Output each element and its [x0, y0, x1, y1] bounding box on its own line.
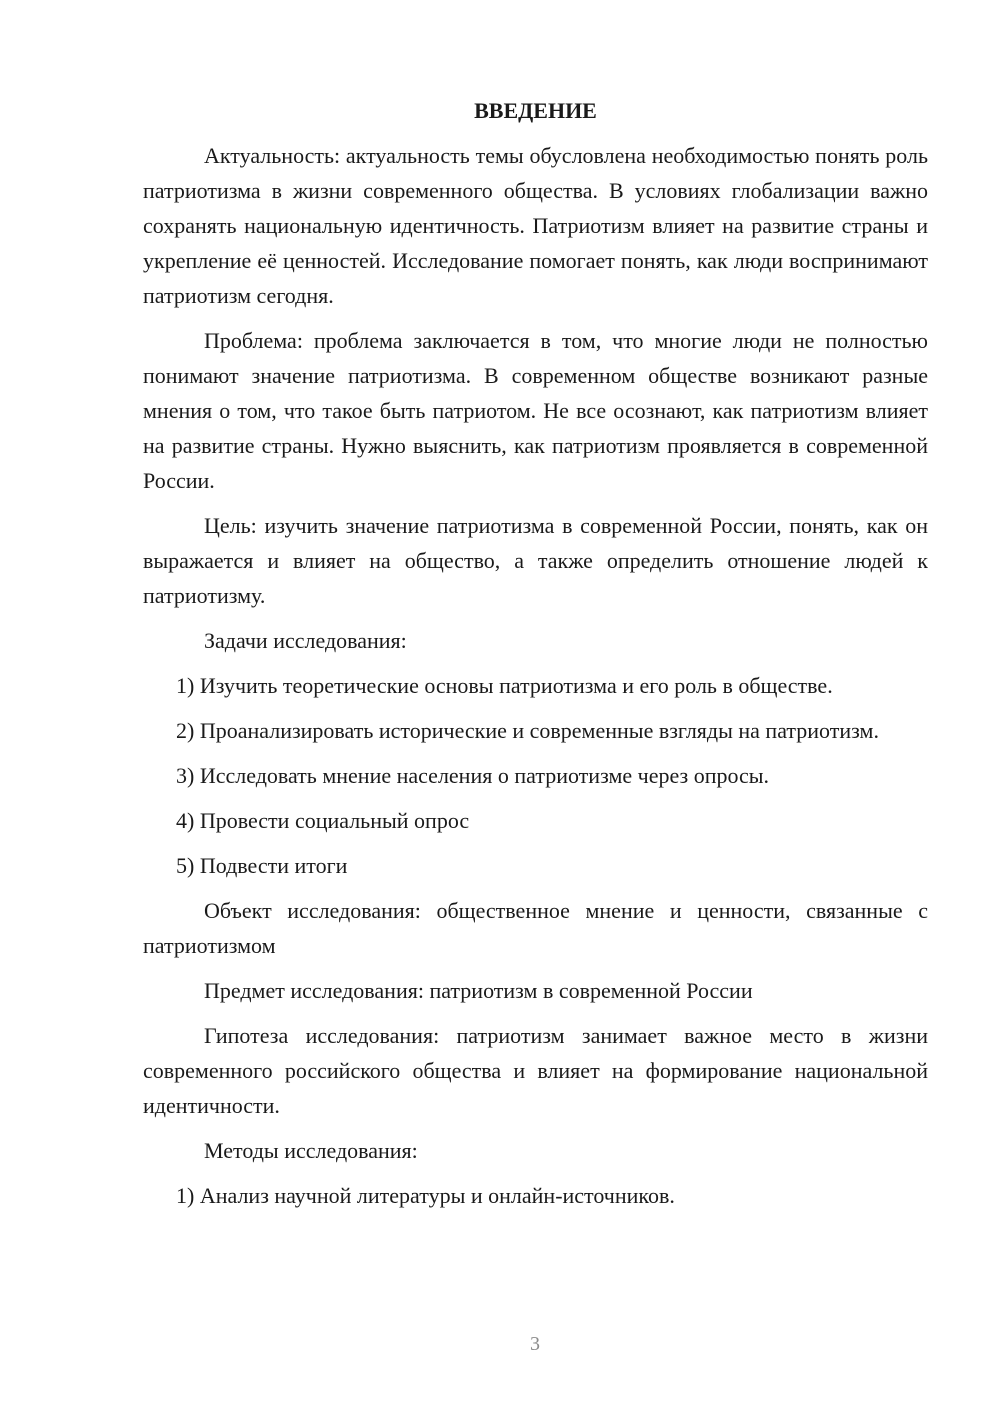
- method-item-1: 1) Анализ научной литературы и онлайн-источников.: [176, 1183, 675, 1208]
- problem-paragraph: Проблема: проблема заключается в том, что многие люди не полностью понимают значение патриотизма. В современном обществе возникают разные мнения о том, что такое быть патриотом. Не все осознают, как патриотизм влияет на развитие страны. Нужно выяснить, как патриотизм проявляется в современной России.: [143, 328, 928, 493]
- page-number: 3: [530, 1333, 540, 1355]
- tasks-heading: Задачи исследования:: [204, 628, 407, 653]
- goal-paragraph: Цель: изучить значение патриотизма в современной России, понять, как он выражается и влияет на общество, а также определить отношение людей к патриотизму.: [143, 513, 928, 608]
- document-page: [143, 93, 928, 1223]
- task-item-3: 3) Исследовать мнение населения о патриотизме через опросы.: [176, 763, 770, 788]
- task-item-1: 1) Изучить теоретические основы патриотизма и его роль в обществе.: [176, 673, 833, 698]
- object-paragraph: Объект исследования: общественное мнение и ценности, связанные с патриотизмом: [143, 898, 928, 958]
- methods-heading: Методы исследования:: [204, 1138, 418, 1163]
- task-item-5: 5) Подвести итоги: [176, 853, 348, 878]
- relevance-paragraph: Актуальность: актуальность темы обусловлена необходимостью понять роль патриотизма в жизни современного общества. В условиях глобализации важно сохранять национальную идентичность. Патриотизм влияет на развитие страны и укрепление её ценностей. Исследование помогает понять, как люди воспринимают патриотизм сегодня.: [143, 143, 928, 308]
- task-item-2: 2) Проанализировать исторические и современные взгляды на патриотизм.: [176, 718, 879, 743]
- subject-paragraph: Предмет исследования: патриотизм в современной России: [204, 978, 753, 1003]
- task-item-4: 4) Провести социальный опрос: [176, 808, 470, 833]
- section-title: ВВЕДЕНИЕ: [474, 98, 597, 123]
- hypothesis-paragraph: Гипотеза исследования: патриотизм занимает важное место в жизни современного российского общества и влияет на формирование национальной идентичности.: [143, 1023, 928, 1118]
